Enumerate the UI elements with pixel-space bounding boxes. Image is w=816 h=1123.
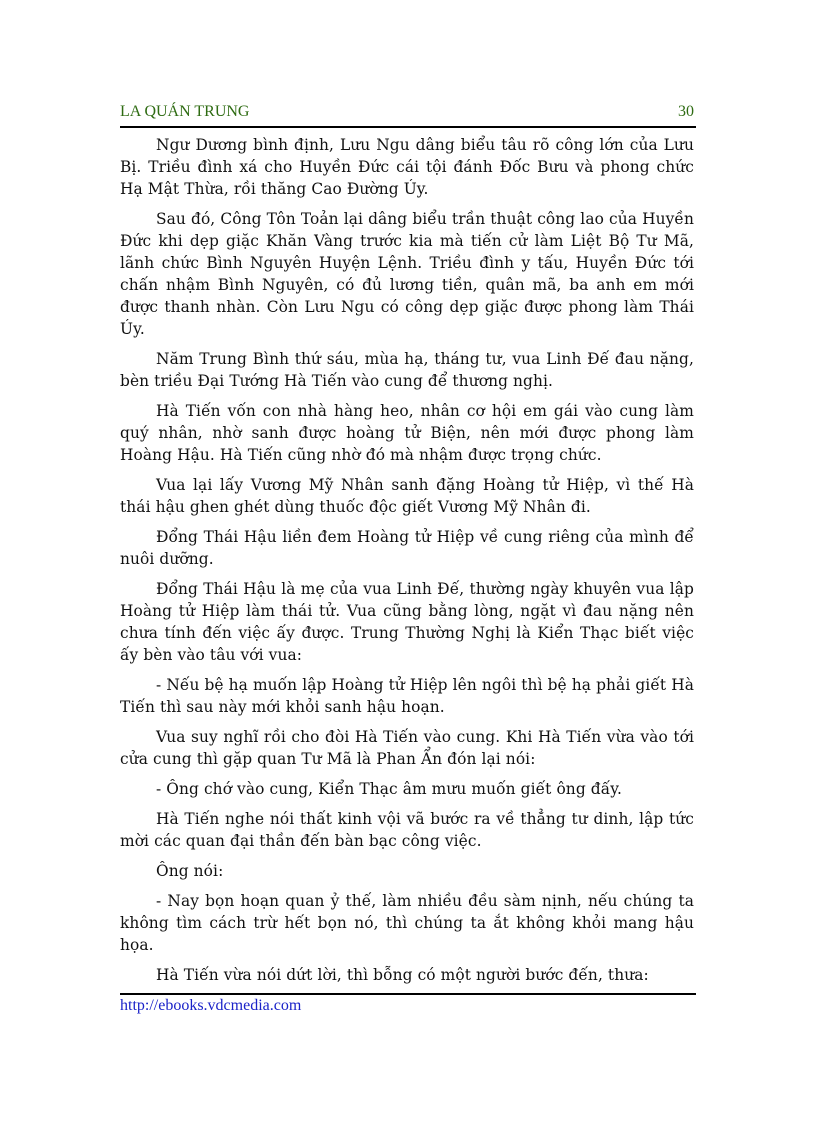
- paragraph: Ông nói:: [156, 862, 224, 880]
- paragraph: Ngư Dương bình định, Lưu Ngu dâng biểu tâu rõ công lớn của Lưu Bị. Triều đình xá cho Huyền Đức cái tội đánh Đốc Bưu và phong chức Hạ Mật Thừa, rồi thăng Cao Đường Úy.: [120, 136, 694, 198]
- paragraph: Đổng Thái Hậu liền đem Hoàng tử Hiệp về cung riêng của mình để nuôi dưỡng.: [120, 528, 694, 568]
- footer-divider: [120, 993, 696, 995]
- header-divider: [120, 126, 696, 128]
- paragraph: Vua suy nghĩ rồi cho đòi Hà Tiến vào cung. Khi Hà Tiến vừa vào tới cửa cung thì gặp quan Tư Mã là Phan Ẩn đón lại nói:: [120, 728, 694, 768]
- paragraph: - Nếu bệ hạ muốn lập Hoàng tử Hiệp lên ngôi thì bệ hạ phải giết Hà Tiến thì sau này mới khỏi sanh hậu hoạn.: [120, 676, 694, 716]
- paragraph: - Nay bọn hoạn quan ỷ thế, làm nhiều đều sàm nịnh, nếu chúng ta không tìm cách trừ hết bọn nó, thì chúng ta ắt không khỏi mang hậu họa.: [120, 892, 694, 954]
- page-number: 30: [678, 103, 694, 120]
- paragraph: Hà Tiến vừa nói dứt lời, thì bỗng có một người bước đến, thưa:: [156, 966, 649, 984]
- paragraph: Hà Tiến vốn con nhà hàng heo, nhân cơ hội em gái vào cung làm quý nhân, nhờ sanh được hoàng tử Biện, nên mới được phong làm Hoàng Hậu. Hà Tiến cũng nhờ đó mà nhậm được trọng chức.: [120, 402, 694, 464]
- page-header: [120, 99, 696, 125]
- paragraph: Năm Trung Bình thứ sáu, mùa hạ, tháng tư, vua Linh Đế đau nặng, bèn triều Đại Tướng Hà Tiến vào cung để thương nghị.: [120, 350, 694, 390]
- book-title: LA QUÁN TRUNG: [120, 103, 250, 120]
- page-body: [120, 134, 694, 994]
- footer-url-link[interactable]: http://ebooks.vdcmedia.com: [120, 997, 302, 1014]
- paragraph: Đổng Thái Hậu là mẹ của vua Linh Đế, thường ngày khuyên vua lập Hoàng tử Hiệp làm thái tử. Vua cũng bằng lòng, ngặt vì đau nặng nên chưa tính đến việc ấy được. Trung Thường Nghị là Kiển Thạc biết việc ấy bèn vào tâu với vua:: [120, 580, 694, 664]
- paragraph: Hà Tiến nghe nói thất kinh vội vã bước ra về thẳng tư dinh, lập tức mời các quan đại thần đến bàn bạc công việc.: [120, 810, 694, 850]
- paragraph: Sau đó, Công Tôn Toản lại dâng biểu trần thuật công lao của Huyền Đức khi dẹp giặc Khăn Vàng trước kia mà tiến cử làm Liệt Bộ Tư Mã, lãnh chức Bình Nguyên Huyện Lệnh. Triều đình y tấu, Huyền Đức tới chấn nhậm Bình Nguyên, có đủ lương tiền, quân mã, ba anh em mới được thanh nhàn. Còn Lưu Ngu có công dẹp giặc được phong làm Thái Úy.: [120, 210, 694, 338]
- paragraph: Vua lại lấy Vương Mỹ Nhân sanh đặng Hoàng tử Hiệp, vì thế Hà thái hậu ghen ghét dùng thuốc độc giết Vương Mỹ Nhân đi.: [120, 476, 694, 516]
- paragraph: - Ông chớ vào cung, Kiển Thạc âm mưu muốn giết ông đấy.: [156, 780, 622, 798]
